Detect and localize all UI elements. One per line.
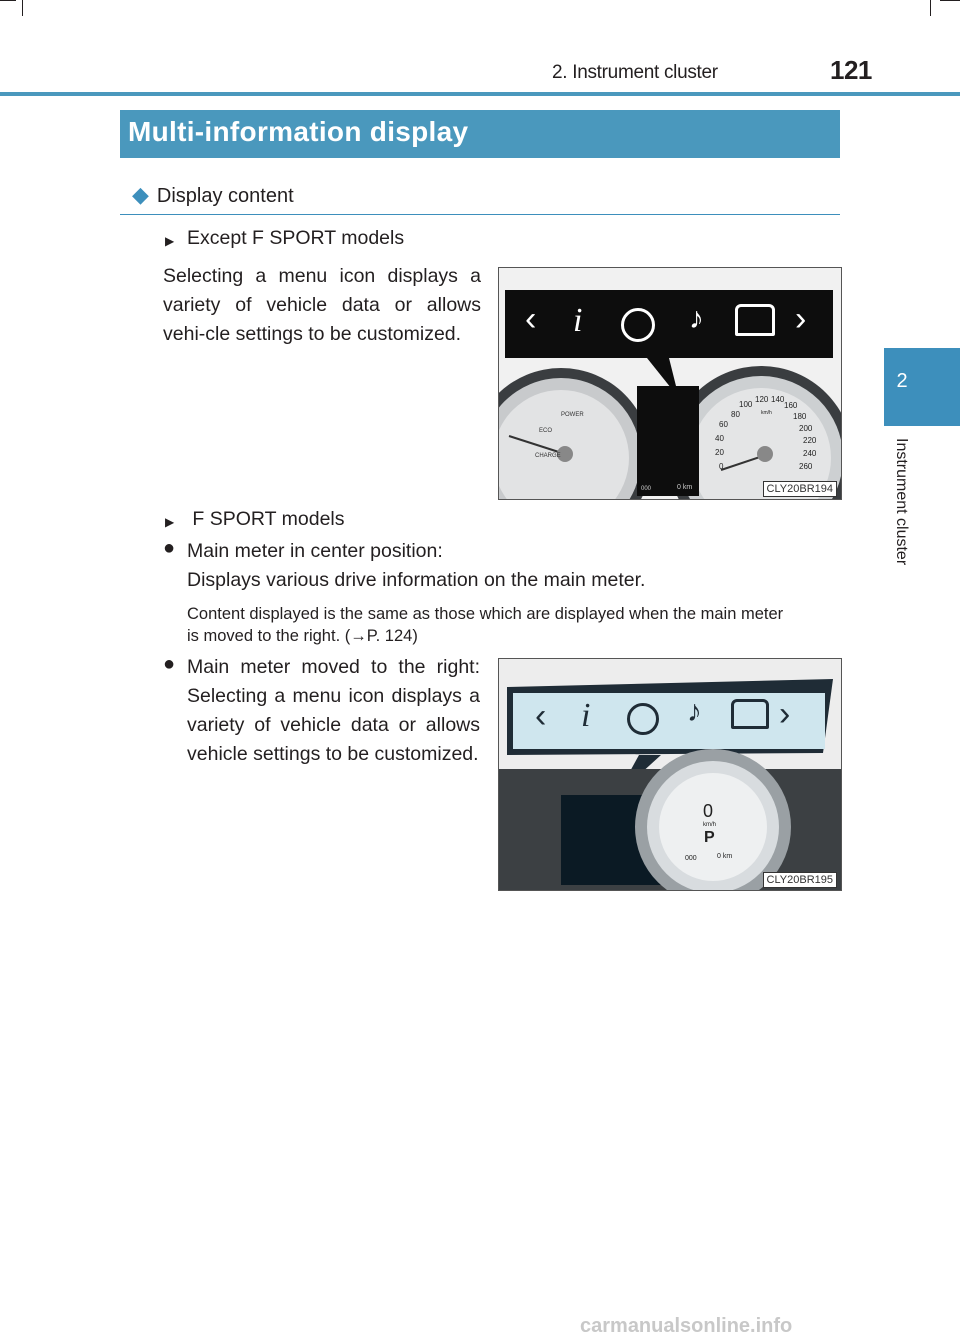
crop-mark	[940, 0, 960, 1]
gauge-label-charge: CHARGE	[535, 453, 561, 459]
triangle-marker-icon: ▶	[165, 234, 175, 248]
gauge-icon	[621, 308, 655, 342]
chapter-tab[interactable]	[884, 348, 960, 426]
chevron-left-icon: ‹	[535, 697, 547, 735]
page-reference-link[interactable]: P. 124)	[366, 627, 418, 645]
music-note-icon: ♪	[689, 302, 704, 335]
chevron-left-icon: ‹	[525, 300, 537, 338]
speed-tick: 100	[739, 400, 753, 409]
speed-tick: 0	[719, 462, 724, 471]
figure-fsport	[498, 658, 842, 891]
bullet1-note-line2	[187, 626, 418, 647]
chevron-right-icon: ›	[795, 300, 807, 338]
section-label-except-fsport: Except F SPORT models	[187, 227, 405, 249]
info-icon: i	[581, 697, 591, 734]
info-icon: i	[573, 302, 583, 339]
figure-except-fsport	[498, 267, 842, 500]
speed-tick: 60	[719, 420, 728, 429]
vehicle-settings-icon	[735, 304, 775, 336]
bullet-icon: ●	[163, 537, 176, 559]
crop-mark	[22, 0, 23, 16]
speed-tick: 160	[784, 401, 798, 410]
subheading-text: Display content	[156, 185, 294, 207]
page-title: Multi-information display	[128, 116, 469, 147]
header-section-title: 2. Instrument cluster	[552, 62, 718, 83]
cluster-illustration	[499, 268, 841, 499]
trip-value: 0 km	[717, 853, 733, 860]
section-label-fsport: F SPORT models	[187, 508, 345, 530]
bullet-icon: ●	[163, 653, 176, 675]
section-title-bar	[120, 110, 840, 158]
chevron-right-icon: ›	[779, 695, 791, 733]
fsport-cluster-illustration	[499, 659, 841, 890]
speed-value: 0	[703, 801, 714, 821]
figure-code: CLY20BR195	[763, 872, 837, 888]
arrow-right-icon: →	[350, 627, 367, 645]
chapter-number: 2	[896, 370, 908, 392]
speed-tick: 200	[799, 424, 813, 433]
gear-indicator: P	[704, 829, 715, 846]
diamond-icon: ◆	[132, 182, 149, 207]
triangle-marker-icon: ▶	[165, 515, 175, 529]
music-note-icon: ♪	[687, 695, 702, 728]
gauge-label-eco: ECO	[539, 428, 553, 434]
crop-mark	[930, 0, 931, 16]
gauge-label-power: POWER	[561, 412, 584, 418]
odo-value: 000	[685, 855, 697, 862]
watermark: carmanualsonline.info	[580, 1315, 793, 1337]
gauge-icon	[627, 703, 659, 735]
header-rule	[0, 92, 960, 96]
speed-tick: 20	[715, 448, 724, 457]
speed-tick: 140	[771, 395, 785, 404]
crop-mark	[0, 0, 16, 1]
speed-tick: 80	[731, 410, 740, 419]
section-text-except-fsport: Selecting a menu icon displays a variety of vehicle data or allows vehi-cle settings to be customized.	[163, 265, 481, 345]
speed-tick: 120	[755, 395, 769, 404]
center-km: 0 km	[677, 484, 693, 491]
bullet2-text: Main meter moved to the right: Selecting a menu icon displays a variety of vehicle data or allows vehicle settings to be customized.	[187, 656, 480, 765]
page-number: 121	[830, 55, 872, 85]
chapter-label-text: Instrument cluster	[893, 438, 910, 566]
speed-tick: 240	[803, 449, 817, 458]
center-odo: 000	[641, 486, 652, 492]
subheading	[132, 182, 294, 208]
note-text: is moved to the right. (	[187, 627, 351, 645]
figure-code: CLY20BR194	[763, 481, 837, 497]
vehicle-settings-icon	[731, 699, 769, 729]
chapter-side-label	[888, 438, 918, 598]
speed-tick: 180	[793, 412, 807, 421]
speed-tick: 260	[799, 462, 813, 471]
speed-tick: 40	[715, 434, 724, 443]
bullet1-text: Displays various drive information on the main meter.	[187, 569, 646, 591]
speed-tick: 220	[803, 436, 817, 445]
bullet1-note-line1: Content displayed is the same as those which are displayed when the main meter	[187, 605, 784, 623]
speed-unit: km/h	[703, 822, 717, 828]
subheading-rule	[120, 214, 840, 215]
speed-unit: km/h	[761, 410, 772, 416]
bullet1-lead: Main meter in center position:	[187, 540, 443, 562]
